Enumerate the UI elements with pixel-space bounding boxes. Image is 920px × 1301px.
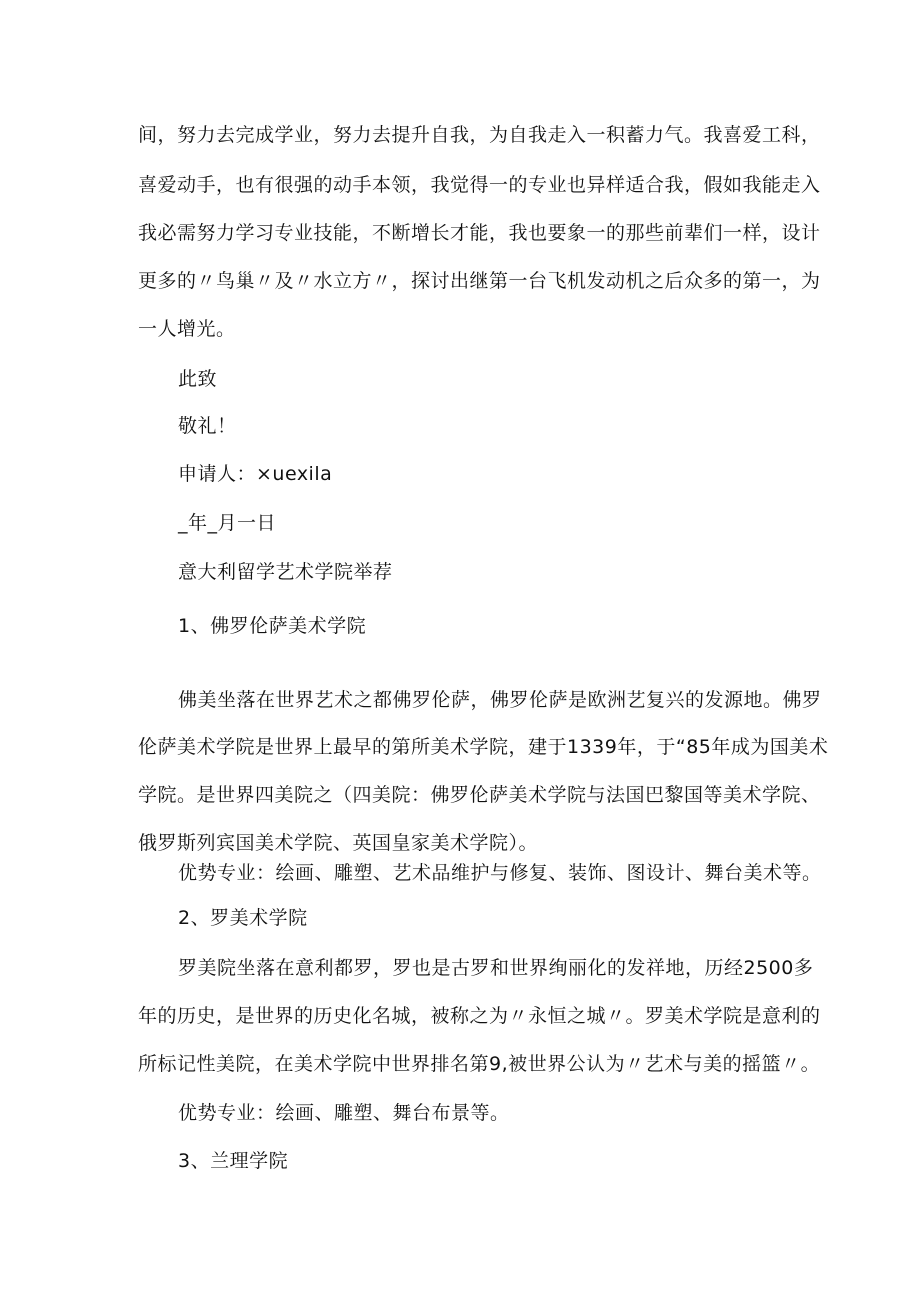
school-description-line: 俄罗斯列宾国美术学院、英国皇家美术学院）。 xyxy=(138,832,539,854)
school-heading: 1、佛罗伦萨美术学院 xyxy=(178,615,367,637)
school-advantage: 优势专业：绘画、雕塑、舞台布景等。 xyxy=(178,1102,510,1124)
school-description-line: 学院。是世界四美院之（四美院：佛罗伦萨美术学院与法国巴黎国等美术学院、 xyxy=(138,784,821,806)
paragraph-line: 一人增光。 xyxy=(138,318,236,340)
paragraph-line: 我必需努力学习专业技能，不断增长才能，我也要象一的那些前辈们一样，设计 xyxy=(138,222,821,244)
paragraph-line: 喜爱动手，也有很强的动手本领，我觉得一的专业也异样适合我，假如我能走入 xyxy=(138,174,821,196)
school-advantage: 优势专业：绘画、雕塑、艺术品维护与修复、装饰、图设计、舞台美术等。 xyxy=(178,862,822,884)
salutation-2: 敬礼！ xyxy=(178,415,237,437)
date-line: _年_月一日 xyxy=(178,512,277,534)
school-description-line: 年的历史，是世界的历史化名城，被称之为〃永恒之城〃。罗美术学院是意利的 xyxy=(138,1005,821,1027)
salutation-1: 此致 xyxy=(178,368,218,390)
paragraph-line: 间，努力去完成学业，努力去提升自我，为自我走入一积蓄力气。我喜爱工科， xyxy=(138,124,821,146)
school-description-line: 所标记性美院，在美术学院中世界排名第9,被世界公认为〃艺术与美的摇篮〃。 xyxy=(138,1053,821,1075)
school-description-line: 罗美院坐落在意利都罗，罗也是古罗和世界绚丽化的发祥地，历经2500多 xyxy=(178,957,814,979)
school-heading: 2、罗美术学院 xyxy=(178,907,308,929)
applicant-signature: 申请人：×uexila xyxy=(178,463,333,485)
school-description-line: 佛美坐落在世界艺术之都佛罗伦萨，佛罗伦萨是欧洲艺复兴的发源地。佛罗 xyxy=(178,689,822,711)
school-heading: 3、兰理学院 xyxy=(178,1150,289,1172)
section-title: 意大利留学艺术学院举荐 xyxy=(178,561,393,583)
paragraph-line: 更多的〃鸟巢〃及〃水立方〃，探讨出继第一台飞机发动机之后众多的第一，为 xyxy=(138,270,821,292)
school-description-line: 伦萨美术学院是世界上最早的第所美术学院，建于1339年，于“85年成为国美术 xyxy=(138,736,829,758)
